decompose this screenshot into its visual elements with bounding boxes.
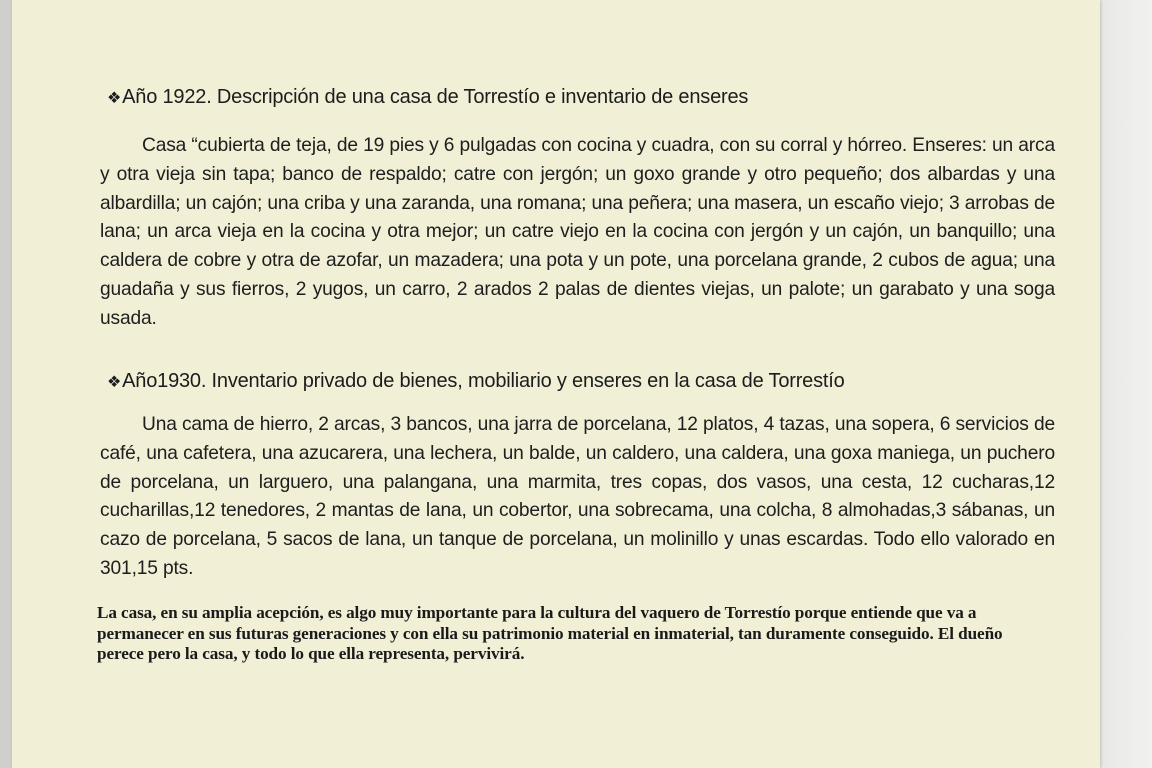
section-1930-heading-text: Año1930. Inventario privado de bienes, mobiliario y enseres en la casa de Torrestío <box>122 370 845 392</box>
section-1930-paragraph <box>100 411 1055 584</box>
diamond-bullet-icon: ❖ <box>107 90 122 107</box>
wall-edge <box>1100 0 1152 768</box>
section-1922-paragraph <box>100 132 1055 334</box>
printed-notice-sheet <box>12 0 1100 768</box>
section-1930-heading <box>107 370 845 393</box>
section-1930-body: Una cama de hierro, 2 arcas, 3 bancos, una jarra de porcelana, 12 platos, 4 tazas, una sopera, 6 servicios de café, una cafetera, una azucarera, una lechera, un balde, un caldero, una caldera, una goxa maniega, un puchero de porcelana, un larguero, una palangana, una marmita, tres copas, dos vasos, una cesta, 12 cucharas,12 cucharillas,12 tenedores, 2 mantas de lana, un cobertor, una sobrecama, una colcha, 8 almohadas,3 sábanas, un cazo de porcelana, 5 sacos de lana, un tanque de porcelana, un molinillo y unas escardas. Todo ello valorado en 301,15 pts. <box>100 414 1055 579</box>
section-1922-heading-text: Año 1922. Descripción de una casa de Torrestío e inventario de enseres <box>122 86 749 108</box>
section-1922-heading <box>107 86 748 109</box>
section-1922-body: Casa “cubierta de teja, de 19 pies y 6 pulgadas con cocina y cuadra, con su corral y hórreo. Enseres: un arca y otra vieja sin tapa; banco de respaldo; catre con jergón; un goxo grande y otro pequeño; dos albardas y una albardilla; un cajón; una criba y una zaranda, una romana; una peñera; una masera, un escaño viejo; 3 arrobas de lana; un arca vieja en la cocina y otra mejor; un catre viejo en la cocina con jergón y un cajón, un banquillo; una caldera de cobre y otra de azofar, un mazadera; una pota y un pote, una porcelana grande, 2 cubos de agua; una guadaña y sus fierros, 2 yugos, un carro, 2 arados 2 palas de dientes viejas, un palote; un garabato y una soga usada. <box>100 135 1055 329</box>
diamond-bullet-icon: ❖ <box>107 374 122 391</box>
closing-statement: La casa, en su amplia acepción, es algo muy importante para la cultura del vaquero de Torrestío porque entiende que va a permanecer en sus futuras generaciones y con ella su patrimonio material en inmaterial, tan duramente conseguido. El dueño perece pero la casa, y todo lo que ella representa, pervivirá. <box>97 603 1003 663</box>
